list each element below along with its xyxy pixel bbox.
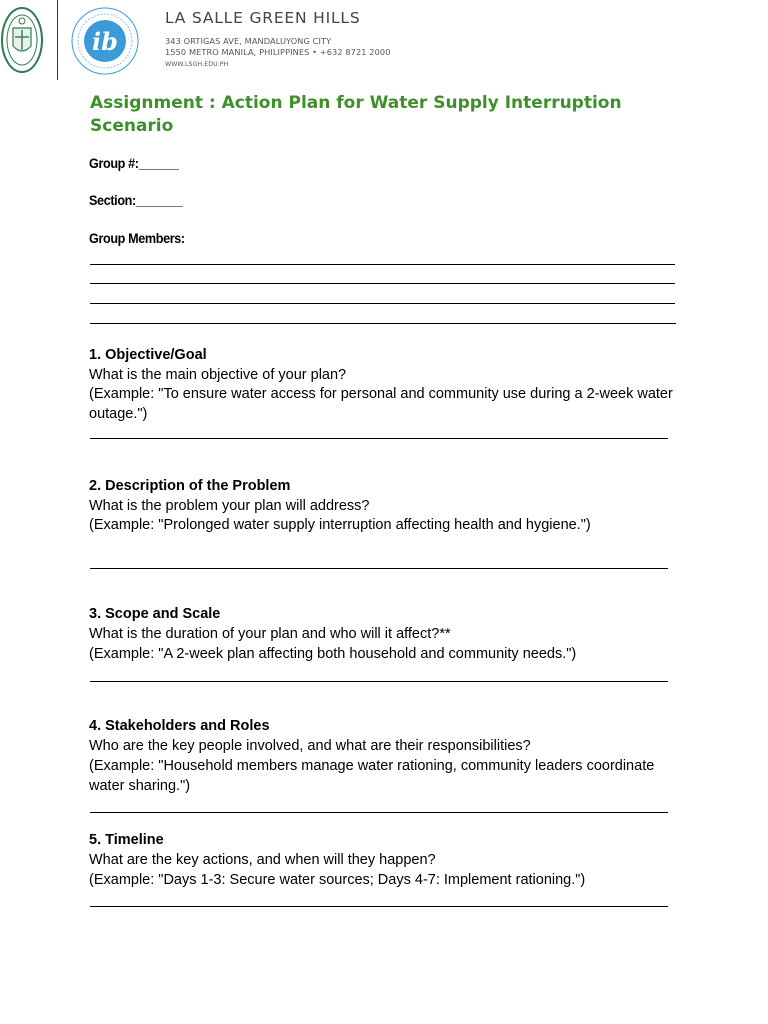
section-4-heading: 4. Stakeholders and Roles bbox=[89, 718, 270, 734]
section-1-example: (Example: "To ensure water access for personal and community use during a 2-week water outage.") bbox=[89, 386, 673, 422]
section-2-example: (Example: "Prolonged water supply interruption affecting health and hygiene.") bbox=[89, 517, 591, 533]
section-5-heading: 5. Timeline bbox=[89, 832, 164, 848]
section-4-example: (Example: "Household members manage water rationing, community leaders coordinate water sharing.") bbox=[89, 758, 655, 794]
ib-logo-text: ib bbox=[92, 27, 118, 56]
section-3-question: What is the duration of your plan and who will it affect?** bbox=[89, 626, 451, 642]
address-line-1: 343 ORTIGAS AVE, MANDALUYONG CITY bbox=[165, 36, 332, 46]
group-number-field: Group #:______ bbox=[89, 155, 179, 171]
assignment-title: Assignment : Action Plan for Water Supply Interruption Scenario bbox=[90, 93, 622, 136]
section-2-heading: 2. Description of the Problem bbox=[89, 478, 291, 494]
section-2-question: What is the problem your plan will address? bbox=[89, 498, 370, 514]
section-2-answer-line bbox=[90, 568, 668, 569]
section-1-answer-line bbox=[90, 438, 668, 439]
section-5-answer-line bbox=[90, 906, 668, 907]
group-members-label: Group Members: bbox=[89, 230, 185, 246]
ib-logo-icon bbox=[70, 6, 140, 76]
section-3-answer-line bbox=[90, 681, 668, 682]
section-1-question: What is the main objective of your plan? bbox=[89, 367, 347, 383]
address-line-2: 1550 METRO MANILA, PHILIPPINES • +632 8721 2000 bbox=[165, 47, 391, 57]
section-1-heading: 1. Objective/Goal bbox=[89, 347, 207, 363]
section-5-question: What are the key actions, and when will they happen? bbox=[89, 852, 436, 868]
member-line-3 bbox=[90, 303, 675, 304]
website-text: WWW.LSGH.EDU.PH bbox=[165, 61, 229, 68]
member-line-4 bbox=[90, 323, 676, 324]
member-line-1 bbox=[90, 264, 675, 265]
section-5-example: (Example: "Days 1-3: Secure water sources; Days 4-7: Implement rationing.") bbox=[89, 872, 586, 888]
letterhead bbox=[0, 0, 768, 82]
section-field: Section:_______ bbox=[89, 192, 183, 208]
school-seal-icon bbox=[0, 4, 44, 74]
school-name: LA SALLE GREEN HILLS bbox=[165, 9, 361, 27]
section-4-answer-line bbox=[90, 812, 668, 813]
section-4-question: Who are the key people involved, and what are their responsibilities? bbox=[89, 738, 531, 754]
section-3-heading: 3. Scope and Scale bbox=[89, 606, 221, 622]
member-line-2 bbox=[90, 283, 675, 284]
header-divider bbox=[57, 0, 58, 80]
section-3-example: (Example: "A 2-week plan affecting both household and community needs.") bbox=[89, 646, 577, 662]
